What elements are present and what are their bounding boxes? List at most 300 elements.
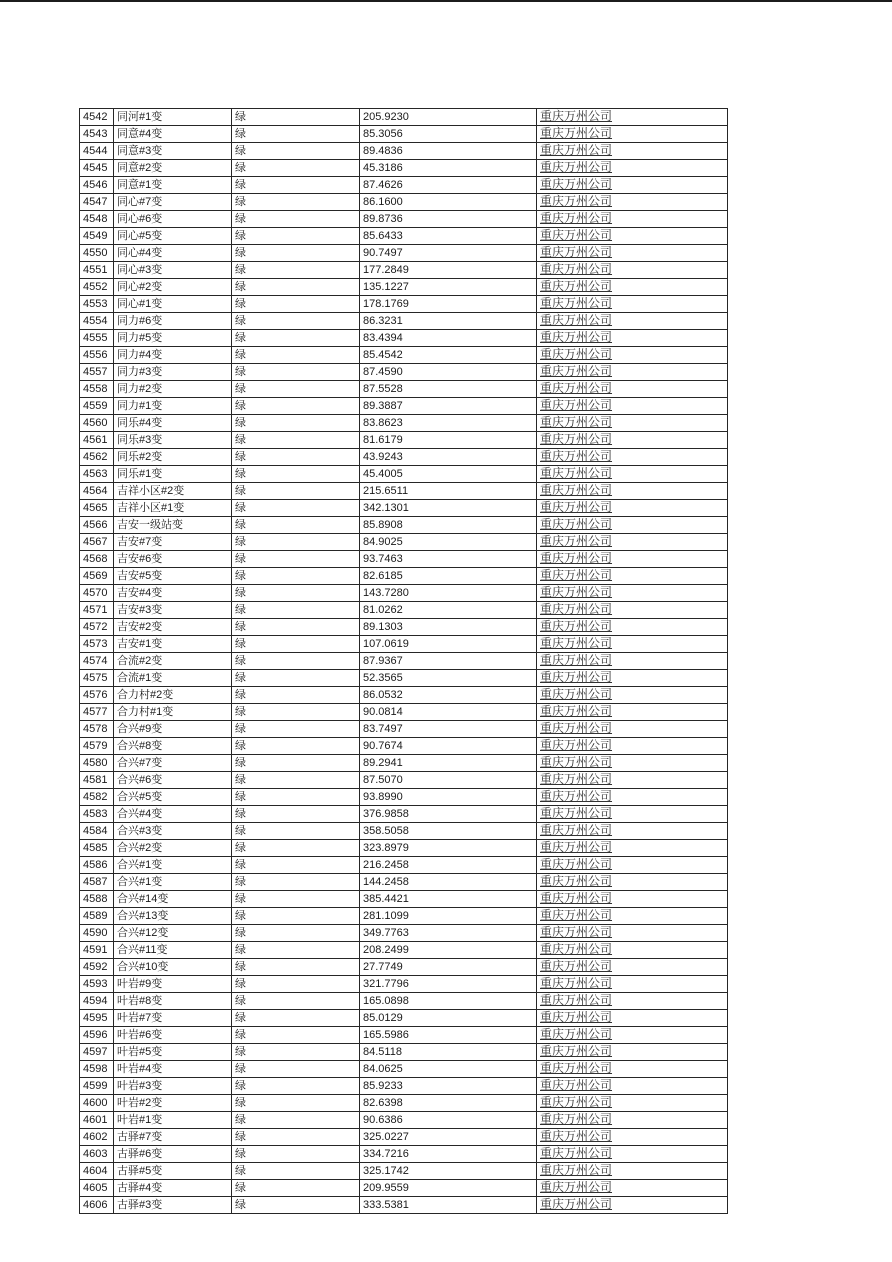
company-underlined-text: 重庆万州公司 [540,330,613,344]
cell-status: 绿 [232,1078,360,1095]
cell-value: 281.1099 [360,908,537,925]
cell-value: 342.1301 [360,500,537,517]
cell-id: 4551 [80,262,114,279]
cell-value: 85.9233 [360,1078,537,1095]
cell-status: 绿 [232,619,360,636]
cell-name: 同意#1变 [114,177,232,194]
cell-company [537,840,728,857]
cell-name: 合力村#2变 [114,687,232,704]
cell-value: 165.0898 [360,993,537,1010]
table-row [80,670,728,687]
table-row [80,313,728,330]
company-underlined-text: 重庆万州公司 [540,687,613,701]
cell-company [537,602,728,619]
table-row [80,1163,728,1180]
cell-value: 89.8736 [360,211,537,228]
cell-company [537,398,728,415]
cell-name: 合兴#1变 [114,874,232,891]
cell-value: 27.7749 [360,959,537,976]
cell-name: 同力#4变 [114,347,232,364]
cell-status: 绿 [232,211,360,228]
cell-company [537,806,728,823]
table-row [80,704,728,721]
cell-name: 合兴#4变 [114,806,232,823]
cell-value: 215.6511 [360,483,537,500]
cell-status: 绿 [232,755,360,772]
cell-status: 绿 [232,534,360,551]
cell-name: 叶岩#7变 [114,1010,232,1027]
cell-value: 85.0129 [360,1010,537,1027]
cell-status: 绿 [232,1061,360,1078]
table-row [80,126,728,143]
company-underlined-text: 重庆万州公司 [540,908,613,922]
cell-name: 叶岩#6变 [114,1027,232,1044]
cell-status: 绿 [232,551,360,568]
cell-value: 89.4836 [360,143,537,160]
table-row [80,789,728,806]
cell-name: 同乐#1变 [114,466,232,483]
cell-status: 绿 [232,415,360,432]
cell-status: 绿 [232,993,360,1010]
cell-company [537,585,728,602]
table-row [80,942,728,959]
table-row [80,466,728,483]
cell-id: 4560 [80,415,114,432]
cell-name: 同意#4变 [114,126,232,143]
company-underlined-text: 重庆万州公司 [540,755,613,769]
cell-company [537,347,728,364]
cell-status: 绿 [232,636,360,653]
cell-status: 绿 [232,347,360,364]
cell-value: 90.0814 [360,704,537,721]
cell-status: 绿 [232,126,360,143]
cell-value: 82.6398 [360,1095,537,1112]
cell-status: 绿 [232,517,360,534]
company-underlined-text: 重庆万州公司 [540,993,613,1007]
table-row [80,347,728,364]
cell-value: 143.7280 [360,585,537,602]
cell-value: 52.3565 [360,670,537,687]
cell-company [537,670,728,687]
cell-value: 45.4005 [360,466,537,483]
cell-status: 绿 [232,1112,360,1129]
table-row [80,194,728,211]
cell-company [537,500,728,517]
cell-name: 同河#1变 [114,109,232,126]
table-row [80,381,728,398]
table-row [80,415,728,432]
company-underlined-text: 重庆万州公司 [540,262,613,276]
table-row [80,1197,728,1214]
cell-company [537,1027,728,1044]
cell-id: 4603 [80,1146,114,1163]
cell-value: 89.2941 [360,755,537,772]
cell-company [537,1163,728,1180]
cell-value: 84.9025 [360,534,537,551]
cell-name: 合兴#14变 [114,891,232,908]
company-underlined-text: 重庆万州公司 [540,806,613,820]
cell-name: 合兴#12变 [114,925,232,942]
cell-company [537,296,728,313]
cell-id: 4583 [80,806,114,823]
company-underlined-text: 重庆万州公司 [540,857,613,871]
table-row [80,279,728,296]
cell-id: 4589 [80,908,114,925]
cell-company [537,772,728,789]
cell-id: 4580 [80,755,114,772]
cell-value: 209.9559 [360,1180,537,1197]
cell-name: 同力#2变 [114,381,232,398]
company-underlined-text: 重庆万州公司 [540,1146,613,1160]
table-row [80,245,728,262]
table-row [80,1146,728,1163]
table-row [80,959,728,976]
cell-value: 86.3231 [360,313,537,330]
cell-status: 绿 [232,874,360,891]
cell-status: 绿 [232,823,360,840]
cell-value: 208.2499 [360,942,537,959]
table-row [80,857,728,874]
cell-id: 4573 [80,636,114,653]
cell-company [537,1044,728,1061]
company-underlined-text: 重庆万州公司 [540,1197,613,1211]
table-row [80,364,728,381]
cell-name: 合兴#6变 [114,772,232,789]
cell-name: 叶岩#4变 [114,1061,232,1078]
company-underlined-text: 重庆万州公司 [540,959,613,973]
cell-name: 合兴#8变 [114,738,232,755]
cell-id: 4596 [80,1027,114,1044]
company-underlined-text: 重庆万州公司 [540,823,613,837]
cell-value: 89.1303 [360,619,537,636]
cell-status: 绿 [232,228,360,245]
cell-name: 同心#7变 [114,194,232,211]
cell-value: 177.2849 [360,262,537,279]
cell-company [537,1180,728,1197]
cell-status: 绿 [232,160,360,177]
cell-name: 合兴#9变 [114,721,232,738]
cell-id: 4602 [80,1129,114,1146]
cell-company [537,874,728,891]
cell-company [537,925,728,942]
cell-id: 4584 [80,823,114,840]
cell-value: 86.1600 [360,194,537,211]
cell-name: 吉安#2变 [114,619,232,636]
cell-status: 绿 [232,381,360,398]
cell-name: 合兴#3变 [114,823,232,840]
company-underlined-text: 重庆万州公司 [540,432,613,446]
company-underlined-text: 重庆万州公司 [540,177,613,191]
company-underlined-text: 重庆万州公司 [540,1163,613,1177]
cell-company [537,109,728,126]
cell-name: 同力#6变 [114,313,232,330]
cell-status: 绿 [232,806,360,823]
cell-id: 4599 [80,1078,114,1095]
cell-value: 90.7674 [360,738,537,755]
cell-id: 4582 [80,789,114,806]
cell-company [537,262,728,279]
cell-id: 4569 [80,568,114,585]
cell-company [537,1146,728,1163]
cell-id: 4548 [80,211,114,228]
cell-company [537,959,728,976]
cell-name: 古驿#6变 [114,1146,232,1163]
company-underlined-text: 重庆万州公司 [540,653,613,667]
cell-value: 87.5070 [360,772,537,789]
company-underlined-text: 重庆万州公司 [540,789,613,803]
cell-name: 叶岩#3变 [114,1078,232,1095]
company-underlined-text: 重庆万州公司 [540,1044,613,1058]
table-row [80,568,728,585]
cell-id: 4555 [80,330,114,347]
cell-status: 绿 [232,177,360,194]
company-underlined-text: 重庆万州公司 [540,721,613,735]
table-row [80,1129,728,1146]
cell-id: 4572 [80,619,114,636]
cell-value: 84.5118 [360,1044,537,1061]
cell-status: 绿 [232,109,360,126]
cell-id: 4546 [80,177,114,194]
cell-company [537,1112,728,1129]
cell-value: 205.9230 [360,109,537,126]
cell-name: 同心#6变 [114,211,232,228]
cell-company [537,364,728,381]
table-row [80,1078,728,1095]
cell-status: 绿 [232,653,360,670]
cell-value: 85.6433 [360,228,537,245]
cell-id: 4578 [80,721,114,738]
cell-name: 吉安#5变 [114,568,232,585]
cell-id: 4581 [80,772,114,789]
cell-value: 87.9367 [360,653,537,670]
table-row [80,517,728,534]
table-row [80,551,728,568]
cell-status: 绿 [232,1027,360,1044]
cell-name: 合兴#13变 [114,908,232,925]
company-underlined-text: 重庆万州公司 [540,976,613,990]
cell-id: 4545 [80,160,114,177]
company-underlined-text: 重庆万州公司 [540,109,613,123]
cell-id: 4586 [80,857,114,874]
table-row [80,891,728,908]
cell-id: 4600 [80,1095,114,1112]
cell-id: 4543 [80,126,114,143]
cell-id: 4565 [80,500,114,517]
table-row [80,874,728,891]
cell-name: 古驿#3变 [114,1197,232,1214]
table-row [80,619,728,636]
company-underlined-text: 重庆万州公司 [540,483,613,497]
cell-name: 吉安#4变 [114,585,232,602]
cell-name: 吉安#1变 [114,636,232,653]
company-underlined-text: 重庆万州公司 [540,1112,613,1126]
cell-status: 绿 [232,840,360,857]
cell-value: 358.5058 [360,823,537,840]
cell-value: 85.4542 [360,347,537,364]
cell-name: 吉祥小区#1变 [114,500,232,517]
cell-status: 绿 [232,262,360,279]
cell-status: 绿 [232,602,360,619]
cell-value: 325.0227 [360,1129,537,1146]
cell-status: 绿 [232,772,360,789]
cell-name: 叶岩#5变 [114,1044,232,1061]
cell-company [537,245,728,262]
cell-value: 82.6185 [360,568,537,585]
cell-id: 4575 [80,670,114,687]
cell-status: 绿 [232,959,360,976]
cell-status: 绿 [232,738,360,755]
cell-status: 绿 [232,1010,360,1027]
cell-company [537,551,728,568]
cell-value: 81.6179 [360,432,537,449]
cell-company [537,891,728,908]
table-row [80,772,728,789]
cell-value: 84.0625 [360,1061,537,1078]
company-underlined-text: 重庆万州公司 [540,1129,613,1143]
table-row [80,330,728,347]
table-row [80,109,728,126]
cell-status: 绿 [232,296,360,313]
cell-value: 216.2458 [360,857,537,874]
cell-id: 4564 [80,483,114,500]
company-underlined-text: 重庆万州公司 [540,126,613,140]
cell-company [537,823,728,840]
cell-value: 83.7497 [360,721,537,738]
cell-id: 4587 [80,874,114,891]
cell-status: 绿 [232,466,360,483]
cell-id: 4577 [80,704,114,721]
table-row [80,483,728,500]
cell-id: 4571 [80,602,114,619]
cell-name: 叶岩#9变 [114,976,232,993]
cell-name: 古驿#4变 [114,1180,232,1197]
cell-status: 绿 [232,449,360,466]
cell-status: 绿 [232,500,360,517]
cell-id: 4604 [80,1163,114,1180]
table-row [80,840,728,857]
cell-company [537,330,728,347]
cell-value: 86.0532 [360,687,537,704]
cell-value: 89.3887 [360,398,537,415]
cell-status: 绿 [232,330,360,347]
cell-company [537,1197,728,1214]
company-underlined-text: 重庆万州公司 [540,1180,613,1194]
cell-id: 4570 [80,585,114,602]
table-row [80,585,728,602]
table-row [80,160,728,177]
cell-value: 85.3056 [360,126,537,143]
cell-id: 4591 [80,942,114,959]
cell-value: 376.9858 [360,806,537,823]
cell-company [537,449,728,466]
cell-company [537,976,728,993]
cell-name: 同乐#2变 [114,449,232,466]
cell-company [537,160,728,177]
cell-status: 绿 [232,279,360,296]
cell-status: 绿 [232,483,360,500]
cell-status: 绿 [232,364,360,381]
table-row [80,687,728,704]
cell-company [537,704,728,721]
cell-id: 4552 [80,279,114,296]
cell-value: 385.4421 [360,891,537,908]
cell-company [537,126,728,143]
cell-company [537,789,728,806]
table-row [80,177,728,194]
company-underlined-text: 重庆万州公司 [540,891,613,905]
cell-value: 321.7796 [360,976,537,993]
table-body [80,109,728,1214]
company-underlined-text: 重庆万州公司 [540,670,613,684]
cell-status: 绿 [232,1197,360,1214]
table-row [80,1095,728,1112]
company-underlined-text: 重庆万州公司 [540,194,613,208]
cell-status: 绿 [232,908,360,925]
cell-name: 合兴#10变 [114,959,232,976]
cell-id: 4601 [80,1112,114,1129]
company-underlined-text: 重庆万州公司 [540,245,613,259]
cell-company [537,466,728,483]
cell-company [537,211,728,228]
cell-company [537,1010,728,1027]
company-underlined-text: 重庆万州公司 [540,466,613,480]
cell-id: 4567 [80,534,114,551]
cell-company [537,415,728,432]
cell-status: 绿 [232,1180,360,1197]
cell-value: 144.2458 [360,874,537,891]
cell-company [537,738,728,755]
cell-id: 4588 [80,891,114,908]
company-underlined-text: 重庆万州公司 [540,1061,613,1075]
cell-id: 4557 [80,364,114,381]
cell-id: 4544 [80,143,114,160]
cell-status: 绿 [232,857,360,874]
cell-value: 349.7763 [360,925,537,942]
cell-status: 绿 [232,568,360,585]
table-row [80,993,728,1010]
table-row [80,432,728,449]
cell-company [537,177,728,194]
cell-name: 同力#1变 [114,398,232,415]
cell-value: 178.1769 [360,296,537,313]
table-row [80,211,728,228]
company-underlined-text: 重庆万州公司 [540,143,613,157]
cell-status: 绿 [232,1044,360,1061]
cell-id: 4605 [80,1180,114,1197]
cell-id: 4593 [80,976,114,993]
cell-status: 绿 [232,585,360,602]
cell-status: 绿 [232,194,360,211]
cell-company [537,1078,728,1095]
cell-id: 4597 [80,1044,114,1061]
table-row [80,721,728,738]
cell-company [537,143,728,160]
cell-id: 4606 [80,1197,114,1214]
company-underlined-text: 重庆万州公司 [540,534,613,548]
table-row [80,296,728,313]
cell-company [537,857,728,874]
cell-name: 同意#2变 [114,160,232,177]
cell-company [537,636,728,653]
cell-value: 45.3186 [360,160,537,177]
cell-value: 93.8990 [360,789,537,806]
table-row [80,636,728,653]
cell-name: 合兴#5变 [114,789,232,806]
table-row [80,806,728,823]
cell-company [537,1061,728,1078]
cell-value: 90.6386 [360,1112,537,1129]
cell-name: 合兴#1变 [114,857,232,874]
